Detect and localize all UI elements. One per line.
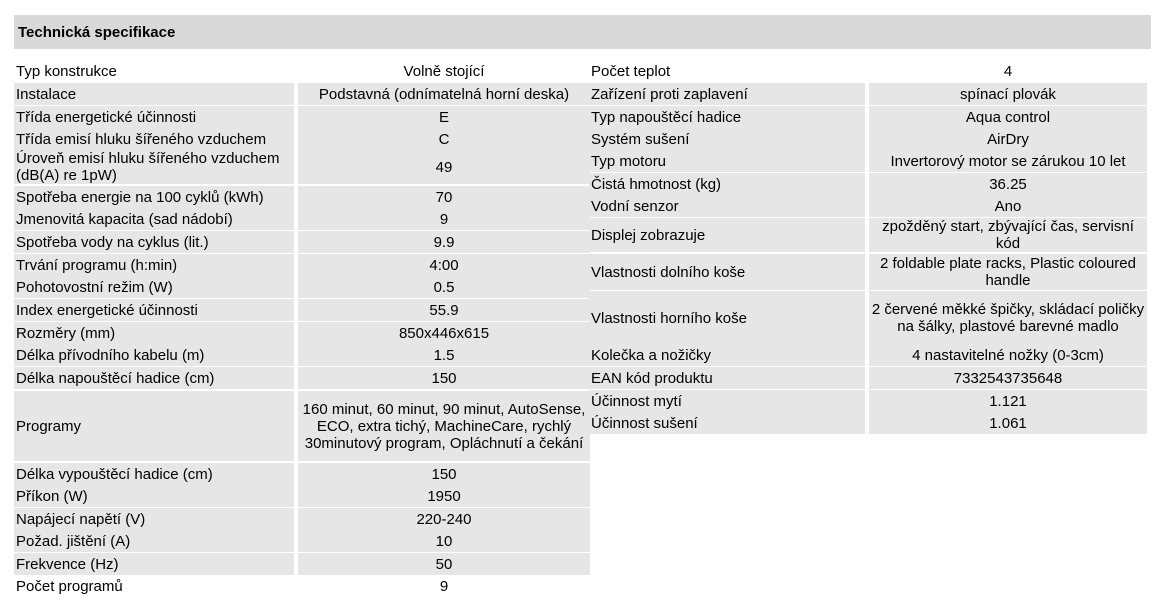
spec-value: 10 xyxy=(298,530,590,552)
spec-row xyxy=(14,61,590,81)
spec-row xyxy=(589,106,1147,128)
spec-label: Požad. jištění (A) xyxy=(14,530,294,552)
spec-value: 2 foldable plate racks, Plastic coloured handle xyxy=(869,254,1147,290)
spec-value: 150 xyxy=(298,367,590,389)
spec-row xyxy=(589,128,1147,150)
spec-label: Třída emisí hluku šířeného vzduchem xyxy=(14,128,294,150)
spec-value: AirDry xyxy=(869,128,1147,150)
spec-value: 850x446x615 xyxy=(298,322,590,344)
spec-value: spínací plovák xyxy=(869,83,1147,105)
spec-label: Délka napouštěcí hadice (cm) xyxy=(14,367,294,389)
spec-row xyxy=(14,322,590,344)
spec-label: Displej zobrazuje xyxy=(589,218,865,252)
spec-label: Spotřeba vody na cyklus (lit.) xyxy=(14,231,294,253)
spec-label: Vodní senzor xyxy=(589,195,865,217)
spec-row xyxy=(14,508,590,530)
spec-label: Spotřeba energie na 100 cyklů (kWh) xyxy=(14,186,294,208)
spec-value: 160 minut, 60 minut, 90 minut, AutoSense, ECO, extra tichý, MachineCare, rychlý 30minutový program, Opláchnutí a čekání xyxy=(298,391,590,461)
spec-row xyxy=(589,344,1147,366)
spec-label: Zařízení proti zaplavení xyxy=(589,83,865,105)
spec-label: Účinnost mytí xyxy=(589,390,865,412)
spec-value: zpožděný start, zbývající čas, servisní kód xyxy=(869,218,1147,252)
spec-label: Délka přívodního kabelu (m) xyxy=(14,344,294,366)
spec-value: 1950 xyxy=(298,485,590,507)
spec-value: 1.121 xyxy=(869,390,1147,412)
spec-value: 4 nastavitelné nožky (0-3cm) xyxy=(869,344,1147,366)
spec-label: Účinnost sušení xyxy=(589,412,865,434)
spec-label: Typ motoru xyxy=(589,150,865,172)
spec-label: Jmenovitá kapacita (sad nádobí) xyxy=(14,208,294,230)
spec-row xyxy=(589,173,1147,195)
spec-value: 7332543735648 xyxy=(869,367,1147,389)
spec-label: EAN kód produktu xyxy=(589,367,865,389)
spec-row xyxy=(14,463,590,485)
spec-row xyxy=(14,150,590,184)
spec-value: E xyxy=(298,106,590,128)
spec-row xyxy=(589,195,1147,217)
spec-row xyxy=(14,391,590,461)
spec-label: Typ napouštěcí hadice xyxy=(589,106,865,128)
spec-value: 49 xyxy=(298,150,590,184)
spec-value: 1.061 xyxy=(869,412,1147,434)
spec-row xyxy=(14,553,590,575)
spec-value: 1.5 xyxy=(298,344,590,366)
spec-label: Počet programů xyxy=(16,577,123,595)
spec-label: Programy xyxy=(14,391,294,461)
spec-label: Příkon (W) xyxy=(14,485,294,507)
spec-row xyxy=(14,83,590,105)
spec-value: 9 xyxy=(298,208,590,230)
spec-label: Vlastnosti horního koše xyxy=(589,291,865,345)
spec-row xyxy=(589,150,1147,172)
spec-row xyxy=(14,575,590,597)
spec-row xyxy=(14,231,590,253)
spec-label: Trvání programu (h:min) xyxy=(14,254,294,276)
spec-label: Počet teplot xyxy=(591,62,671,80)
spec-value: Volně stojící xyxy=(403,62,485,80)
spec-title: Technická specifikace xyxy=(18,24,176,41)
spec-value: 2 červené měkké špičky, skládací poličky na šálky, plastové barevné madlo xyxy=(869,291,1147,345)
spec-label: Třída energetické účinnosti xyxy=(14,106,294,128)
spec-row xyxy=(14,367,590,389)
spec-value: 220-240 xyxy=(298,508,590,530)
spec-row xyxy=(589,254,1147,290)
spec-row xyxy=(14,276,590,298)
spec-value: 55.9 xyxy=(298,299,590,321)
spec-value: 70 xyxy=(298,186,590,208)
spec-value: C xyxy=(298,128,590,150)
spec-row xyxy=(14,344,590,366)
spec-value: 4 xyxy=(1003,62,1013,80)
spec-label: Typ konstrukce xyxy=(16,62,117,80)
spec-row xyxy=(589,291,1147,345)
spec-value: Ano xyxy=(869,195,1147,217)
spec-value: 50 xyxy=(298,553,590,575)
spec-label: Úroveň emisí hluku šířeného vzduchem (dB(A) re 1pW) xyxy=(14,150,294,184)
spec-row xyxy=(14,485,590,507)
spec-label: Frekvence (Hz) xyxy=(14,553,294,575)
spec-label: Systém sušení xyxy=(589,128,865,150)
spec-label: Rozměry (mm) xyxy=(14,322,294,344)
spec-row xyxy=(589,218,1147,252)
spec-value: 9 xyxy=(439,577,449,595)
spec-value: Podstavná (odnímatelná horní deska) xyxy=(298,83,590,105)
spec-label: Vlastnosti dolního koše xyxy=(589,254,865,290)
spec-row xyxy=(14,530,590,552)
spec-row xyxy=(589,367,1147,389)
spec-value: Aqua control xyxy=(869,106,1147,128)
spec-label: Instalace xyxy=(14,83,294,105)
spec-row xyxy=(14,299,590,321)
spec-row xyxy=(14,208,590,230)
spec-row xyxy=(589,390,1147,412)
spec-label: Čistá hmotnost (kg) xyxy=(589,173,865,195)
spec-row xyxy=(589,61,1147,81)
spec-value: Invertorový motor se zárukou 10 let xyxy=(869,150,1147,172)
spec-label: Kolečka a nožičky xyxy=(589,344,865,366)
spec-label: Napájecí napětí (V) xyxy=(14,508,294,530)
spec-row xyxy=(14,128,590,150)
spec-value: 9.9 xyxy=(298,231,590,253)
spec-row xyxy=(14,106,590,128)
spec-row xyxy=(14,186,590,208)
spec-row xyxy=(589,412,1147,434)
spec-label: Pohotovostní režim (W) xyxy=(14,276,294,298)
spec-label: Délka vypouštěcí hadice (cm) xyxy=(14,463,294,485)
spec-header xyxy=(14,15,1151,49)
spec-row xyxy=(589,83,1147,105)
spec-value: 4:00 xyxy=(298,254,590,276)
spec-value: 36.25 xyxy=(869,173,1147,195)
spec-label: Index energetické účinnosti xyxy=(14,299,294,321)
spec-value: 0.5 xyxy=(298,276,590,298)
spec-value: 150 xyxy=(298,463,590,485)
spec-row xyxy=(14,254,590,276)
